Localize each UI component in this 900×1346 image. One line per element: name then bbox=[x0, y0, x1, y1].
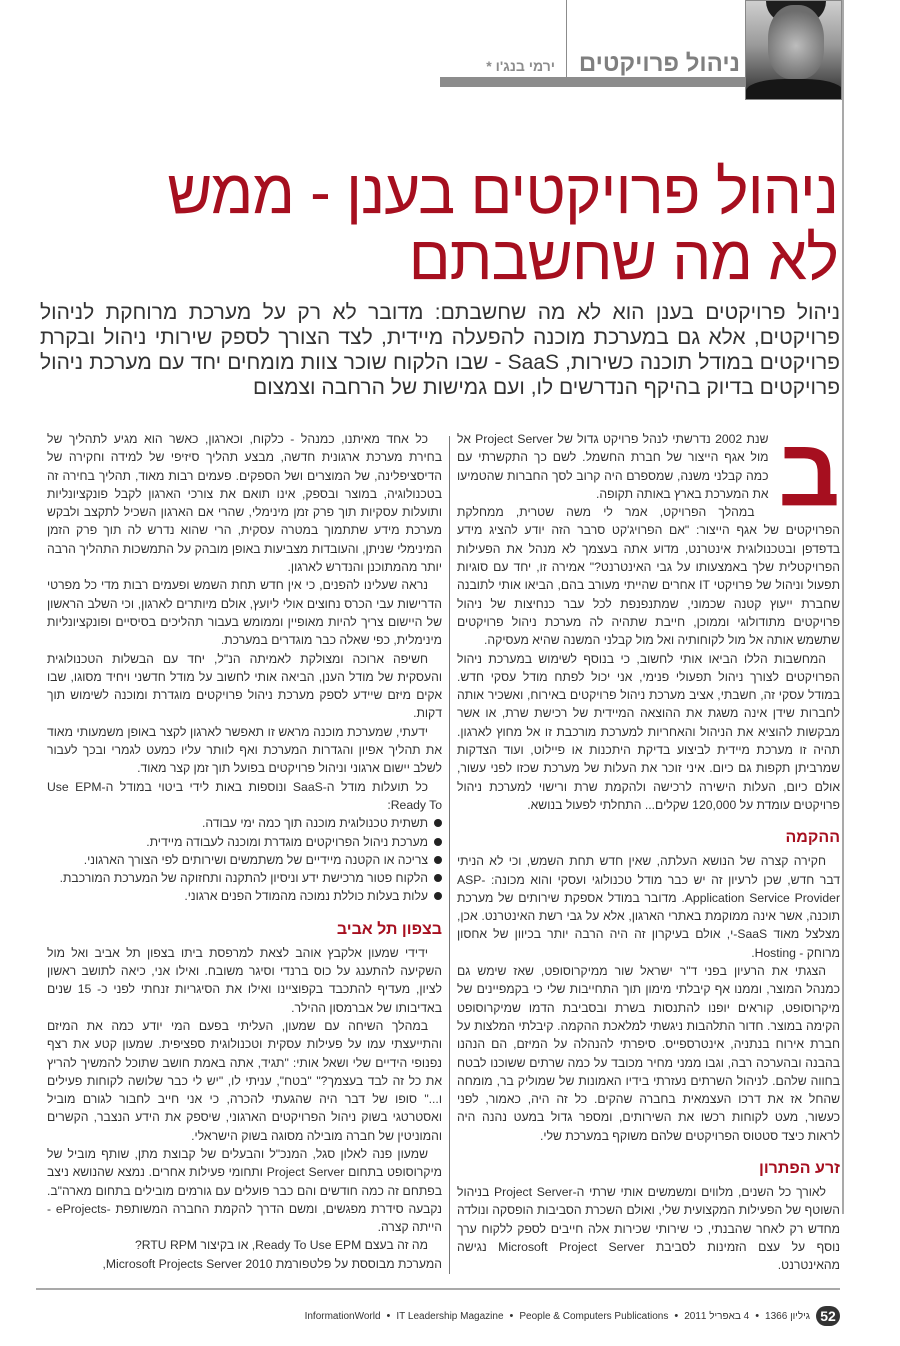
issue-date: 4 באפריל 2011 bbox=[684, 1310, 750, 1322]
publisher: People & Computers Publications bbox=[519, 1310, 669, 1322]
header-bar bbox=[440, 77, 745, 87]
title-line-1: ניהול פרויקטים בענן - ממש bbox=[167, 158, 838, 227]
bullet-icon bbox=[434, 856, 442, 864]
list-item: תשתית טכנולוגית מוכנה תוך כמה ימי עבודה. bbox=[47, 814, 442, 832]
paragraph: שנת 2002 נדרשתי לנהל פרויקט גדול של Project Server אל מול אגף הייצור של חברת החשמל. לשם כך התקשרתי עם כמה קבלני משנה, שמספרם היה קרוב לסך החברות שהטמיעו את המערכת בארץ באותה תקופה. bbox=[457, 432, 769, 501]
list-item: צריכה או הקטנה מיידיים של משתמשים ושירותים לפי הצורך הארגוני. bbox=[47, 851, 442, 869]
issue-number: גיליון 1366 bbox=[765, 1310, 810, 1322]
left-column bbox=[47, 430, 442, 1274]
list-item: הלקוח פטור מרכישת ידע וניסיון להתקנה ותחזוקה של המערכת המורכבת. bbox=[47, 869, 442, 887]
section-heading: בצפון תל אביב bbox=[336, 920, 442, 938]
subtitle-line: ניהול פרויקטים בענן הוא לא מה שחשבתם: מדובר לא רק על מערכת מרוחקת לניהול bbox=[40, 301, 840, 324]
section-label: ניהול פרויקטים bbox=[578, 50, 740, 77]
paragraph: הצגתי את הרעיון בפני ד"ר ישראל שור ממיקרוסופט, שאז שימש גם כמנהל המוצר, וממנו אף קיבלתי מימון תוך התחייבות שלי כי בקמפיינים של מיקרוסופט, קוראים יופנו להתנסות בשרת ובסביבת הדמו שמיקרוסופט הקימה במוצר. חדור התלהבות ניגשתי למלאכת ההקמה. קיבלתי המלצות על חברת אירוח בנתניה, אינטרספייס. סיפרתי להנהלה על המיזם, הם הנהנו בהבנה ובהערכה רבה, וגבו ממני מחיר מכובד על כמה שרתים ששוכנו לבטח בחווה שלהם. לניהול השרתים נעזרתי בידיו האמונות של שמוליק בר, מומחה שהחל אז את דרכו העצמאית בחברה שהקים. כל זה היה, כאמור, לפני כעשור, מעט לקוחות רכשו את השירותים, ומספר גדול במעט נהנה היה לראות כיצד סטטוס הפרויקטים שלהם משוקף במערכת שלי. bbox=[457, 964, 840, 1143]
header-divider bbox=[566, 0, 567, 77]
page-border-bottom bbox=[36, 1288, 840, 1290]
article bbox=[40, 160, 840, 1346]
section-heading: זרע הפתרון bbox=[759, 1159, 840, 1177]
magazine-name: IT Leadership Magazine bbox=[396, 1310, 504, 1322]
page-footer bbox=[40, 1306, 840, 1346]
right-column bbox=[457, 419, 841, 1274]
paragraph: כל אחד מאיתנו, כמנהל - כלקוח, וכארגון, כאשר הוא מגיע לתהליך של בחירת מערכת ארגונית חדשה, מבצע תהליך סיזיפי של למידה וחקירה של הדיסציפלינה, של המוצרים ושל הספקים. פעמים רבות מאוד, תהליך בחירה זה בטכנולוגיה, במוצר ובספק, אינו תואם את צורכי הארגון לקבל פונקציונליות ותועלות עסקיות תוך פרק זמן מינימלי, שהרי אם הארגון השכיל לתקצב ולבקש מערכת מידע שתתמוך במטרה עסקית, הרי שהוא נדרש לה תוך פרק הזמן המינימלי שניתן, והעובדות מצביעות באופן מובהק על התמשכות התהליך הרבה יותר מהמתוכנן והנדרש לארגון. bbox=[47, 432, 442, 575]
bullet-icon bbox=[434, 819, 442, 827]
paragraph: לאורך כל השנים, מלווים ומשמשים אותי שרתי ה-Project Server בניהול השוטף של הפעילות המקצועית שלי, ואולם השכרת הסביבות הופסקה ונולדה מחדש רק לאחר שהבנתי, כי שירותי שכירות אלה חייבים לספק ללקוח ערך נוסף על עצם הזמינות לסביבת Microsoft Project Server נגישה מהאינטרנט. bbox=[457, 1184, 840, 1273]
author-photo bbox=[745, 0, 842, 100]
subtitle-line: פרויקטים, אלא גם במערכת מוכנה להפעלה מיידית, לצד הצורך לספק שירותי ניהול ובקרת bbox=[40, 326, 840, 349]
paragraph: ידידי שמעון אלקבץ אוהב לצאת למרפסת ביתו בצפון תל אביב ואל מול השקיעה להתענג על כוס ברנדי וסיגר משובח. ואילו אני, כיאה לתושב ראשון לציון, מעדיף להתכבד בקפוציינו ואילו את הסיגריות זנחתי לפני כ- 15 שנים באדיבותו של אברמסון ההילר. bbox=[47, 945, 442, 1015]
benefits-list bbox=[47, 814, 442, 905]
list-item: מערכת ניהול הפרויקטים מוגדרת ומוכנה לעבודה מיידית. bbox=[47, 833, 442, 851]
paragraph: במהלך הפרויקט, אמר לי משה שטרית, ממחלקת הפרויקטים של אגף הייצור: "אם הפרויג'קט סרבר הזה יודע להציג מידע בדפדפן ובטכנולוגית אינטרנט, מדוע אתה בעצמך לא מנהל את הפעילות הפרויקטלית שלך באמצעותו על גבי האינטרנט?" אמירה זו, יחד עם סוגיות תפעול וניהול של פרויקטי IT אחרים שהייתי מעורב בהם, הביאו אותי לתובנה שחברת ייעוץ קטנה שכמוני, שמתנפנפת לכל עבר כנחיצות של ניהול פרויקטים מתודולוגי וממוכן, חייבת שתהיה לה מערכת ניהול פרויקטים שתשמש אותה אל מול לקוחותיה ואל מול קבלני המשנה שהיא מעסיקה. bbox=[457, 505, 840, 648]
title-line-2: לא מה שחשבתם bbox=[408, 224, 838, 293]
paragraph: חשיפה ארוכה ומצולקת לאמיתה הנ"ל, יחד עם הבשלות הטכנולוגית והעסקית של מודל הענן, הביאה אותי לחשוב על מודל חדשני ויחיד מסוגו, שבו אקים מיזם שיידע לספק מערכת ניהול פרויקטים מוגדרת ומוכנה לשימוש תוך דקות. bbox=[47, 651, 442, 721]
paragraph: חקירה קצרה של הנושא העלתה, שאין חדש תחת השמש, וכי לא הניתי דבר חדש, שכן לרעיון זה יש כבר מודל טכנולוגי ועסקי והוא מכונה: ASP- Application Service Provider. מדובר במודל אספקת שירותים של מערכת תוכנה, אשר אינה ממוקמת באתרי הארגון, אלא על גבי רשת האינטרנט. אכן, מצלצל מאוד SaaS-י, אולם בעיקרון זה היה הרבה יותר בכיוון של אחסון מרוחק - Hosting. bbox=[457, 854, 841, 960]
bullet-icon bbox=[434, 838, 442, 846]
bullet-icon bbox=[434, 874, 442, 882]
separator-dot: • bbox=[386, 1310, 391, 1323]
brand-name: InformationWorld bbox=[304, 1310, 381, 1322]
subtitle-line: פרויקטים בדיוק בהיקף הנדרשים לו, ועם גמישות של הרחבה וצמצום bbox=[253, 376, 840, 399]
paragraph: שמעון פנה לאלון סגל, המנכ"ל והבעלים של קבוצת מתן, שותף מוביל של מיקרוסופט בתחום Project Server ותחומי פעילות אחרים. נמצא שהנושא ניצב בפתחם זה כמה חודשים והם כבר פועלים עם גורמים מובילים בתחום מארה"ב. נקבעה סידרת מפגשים, ומשם הדרך להקמת החברה המשותפת -eProjects - הייתה קצרה. bbox=[47, 1146, 443, 1235]
article-title bbox=[40, 160, 838, 292]
section-heading: ההקמה bbox=[785, 829, 840, 847]
subtitle-line: פרויקטים במודל תוכנה כשירות, SaaS - שבו הלקוח שוכר צוות מומחים יחד עם מערכת ניהול bbox=[40, 351, 840, 374]
paragraph: מה זה בעצם Ready To Use EPM, או בקיצור RTU RPM? bbox=[134, 1238, 428, 1253]
separator-dot: • bbox=[509, 1310, 514, 1323]
author-name: ירמי בנג'ו * bbox=[486, 58, 555, 74]
paragraph: המערכת מבוססת על פלטפורמת Microsoft Projects Server 2010, bbox=[102, 1256, 442, 1271]
separator-dot: • bbox=[674, 1310, 679, 1323]
paragraph: המחשבות הללו הביאו אותי לחשוב, כי בנוסף לשימוש במערכת ניהול הפרויקטים לצורך ניהול תפעולי פנימי, אני יכול לפתח מודל עסקי חדש. במודל עסקי זה, חשבתי, אציב מערכת ניהול פרויקטים באירוח, ואשכיר אותה לחברות שידן אינה משגת את ההוצאה המיידית של רכישת שרת, או אשר מבקשות להוציא את הניהול והאחריות למערכת מורכבת זו אל מחוץ לארגון. תהיה זו מערכת מיידית לביצוע בדיקת היתכנות או פיילוט, ועוד הצדקות שמרביתן תקפות גם כיום. איני זוכר את העלות של מערכת שכזו לפני עשור, אולם כיום, העלות הישירה לרכישה ולהקמת שרת ורישוי למערכת ניהול פרויקטים עומדת על 120,000 שקלים... התחלתי לפעול בנושא. bbox=[457, 651, 840, 812]
page-border-right bbox=[842, 0, 844, 1214]
list-item: עלות בעלות כוללת נמוכה מהמודל הפנים ארגוני. bbox=[47, 887, 442, 905]
paragraph: נראה שעלינו להפנים, כי אין חדש תחת השמש ופעמים רבות מדי כל מפרטי הדרישות עבי הכרס נחוצים אולי ליועץ, אולם מיותרים לארגון, וכי השלב הראשון של היישום צריך להיות מאופיין וממומש בעבור תהליכים בסיסיים ופונקציונליות מינימלית, כפי שאלה כבר מוגדרים במערכת. bbox=[47, 578, 442, 648]
paragraph: ידעתי, שמערכת מוכנה מראש זו תאפשר לארגון לקצר באופן משמעותי מאוד את תהליך אפיון והגדרות המערכת ואף לוותר עליו כמעט לגמרי ובכך לעבור לשלב יישום ארגוני וניהול פרויקטים בפועל תוך זמן קצר מאוד. bbox=[47, 724, 442, 776]
drop-cap: ב bbox=[778, 419, 840, 526]
paragraph: כל תועלות מודל ה-SaaS ונוספות באות לידי ביטוי במודל ה-Use EPM Ready To: bbox=[47, 779, 442, 812]
article-subtitle bbox=[40, 300, 840, 400]
paragraph: במהלך השיחה עם שמעון, העליתי בפעם המי יודע כמה את המיזם והתייעצתי עמו על פעילות עסקית וטכנולוגית ספציפית. שמעון קטע את רצף נפנופי הידיים שלי ושאל אותי: "תגיד, אתה באמת חושב שתוכל להמשיך להריץ את כל זה לבד בעצמך?" "בטח", עניתי לו, "יש לי כבר שלושה לקוחות פעילים ו..." סופו של דבר היה שהגעתי להכרה, כי אני חייב לחבור לגורם מוביל ואסטרטגי בשוק ניהול הפרויקטים הארגוני, שיספק את הידע הנצבר, הקשרים והמוניטין של חברה מובילה מסוגה בשוק הישראלי. bbox=[47, 1018, 442, 1143]
column-divider bbox=[449, 436, 450, 1274]
page-number: 52 bbox=[816, 1306, 840, 1326]
bullet-icon bbox=[434, 892, 442, 900]
body-columns bbox=[40, 419, 841, 1274]
separator-dot: • bbox=[755, 1310, 760, 1323]
